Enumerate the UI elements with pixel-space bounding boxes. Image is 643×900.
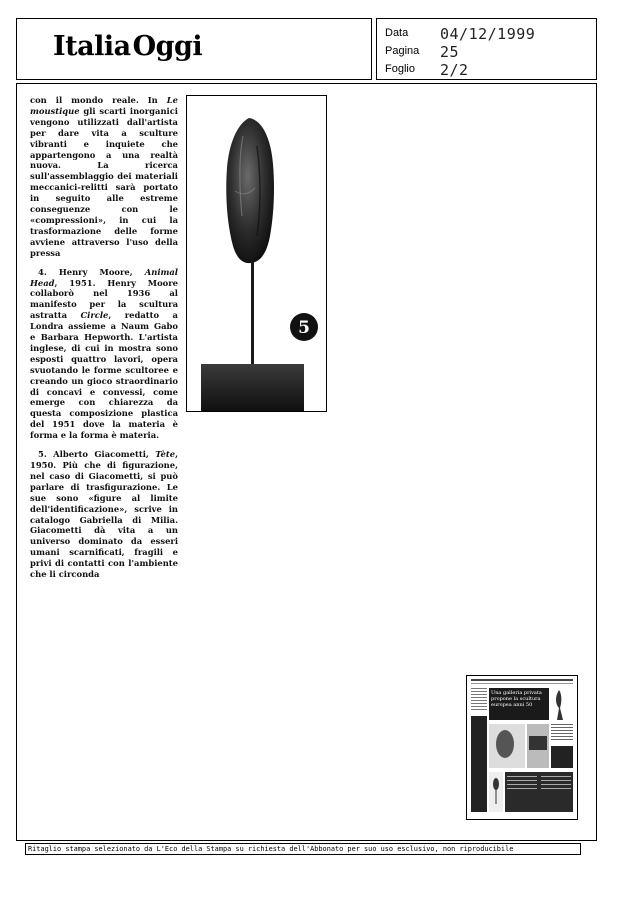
text-run: 5. Alberto Giacometti, bbox=[38, 449, 156, 460]
meta-row-pagina bbox=[385, 43, 590, 61]
meta-value: 25 bbox=[440, 43, 460, 61]
text-run: gli scarti inorganici vengono utilizzati dall'artista per dare vita a sculture vibranti e inquiete che appartengono a una realtà nuova. La ricerca sull'assemblaggio dei materiali meccanici-relitti sarà portato in seguito alle estreme conseguenze con le «compressioni», in cui la trasformazione delle forme avviene attraverso l'uso della pressa bbox=[30, 105, 178, 258]
text-run: , 1950. Più che di figurazione, nel caso di Giacometti, si può parlare di trasfigurazione. Le sue sono «figure al limite dell'identificazione», scrive in catalogo Gabriella di Milia. Giacometti dà vita a un universo dominato da esseri umani scarnificati, fragili e privi di contatti con l'ambiente che li circonda bbox=[30, 449, 178, 580]
sculpture-photo bbox=[186, 95, 327, 412]
header-logo-box bbox=[16, 18, 372, 80]
logo-italia: Italia bbox=[53, 31, 131, 62]
text-run: , 1951. Henry Moore collaborò nel 1936 al manifesto per la scultura astratta bbox=[30, 277, 178, 321]
article-paragraph bbox=[30, 449, 178, 580]
header-meta-box bbox=[376, 18, 597, 80]
meta-label: Foglio bbox=[385, 63, 415, 75]
text-run: , redatto a Londra assieme a Naum Gabo e Barbara Hepworth. L'artista inglese, di cui in mostra sono esposti quattro lavori, opera svuotando le forme scultoree e creando un gioco straordinario di concavi e convessi, come emerge con chiarezza da questa composizione plastica del 1951 dove la materia è forma e la forma è materia. bbox=[30, 310, 178, 441]
photo-number-badge: 5 bbox=[298, 318, 310, 338]
clipping-footer: Ritaglio stampa selezionato da L'Eco della Stampa su richiesta dell'Abbonato per suo uso esclusivo, non riproducibile bbox=[25, 843, 581, 855]
meta-row-data bbox=[385, 25, 590, 43]
page-thumbnail bbox=[466, 675, 578, 820]
meta-label: Pagina bbox=[385, 45, 420, 57]
meta-row-foglio bbox=[385, 61, 590, 79]
meta-value: 2/2 bbox=[440, 61, 469, 79]
thumbnail-headline: Una galleria privata propone la scultura europea anni 50 bbox=[491, 690, 542, 708]
meta-label: Data bbox=[385, 27, 409, 39]
artwork-title: Animal Head bbox=[30, 266, 178, 288]
logo-oggi: Oggi bbox=[132, 31, 203, 62]
artwork-title: Tète bbox=[155, 449, 176, 460]
meta-value: 04/12/1999 bbox=[440, 25, 536, 43]
article-column bbox=[30, 95, 178, 588]
text-run: con il mondo reale. In bbox=[30, 95, 167, 105]
thumbnail-image bbox=[467, 676, 577, 819]
article-paragraph bbox=[30, 95, 178, 259]
newspaper-logo bbox=[53, 31, 202, 62]
text-run: 4. Henry Moore, bbox=[38, 266, 145, 277]
artwork-title: Le moustique bbox=[30, 95, 178, 116]
sculpture-image bbox=[187, 96, 326, 411]
artwork-title: Circle bbox=[80, 310, 109, 321]
article-paragraph bbox=[30, 267, 178, 442]
